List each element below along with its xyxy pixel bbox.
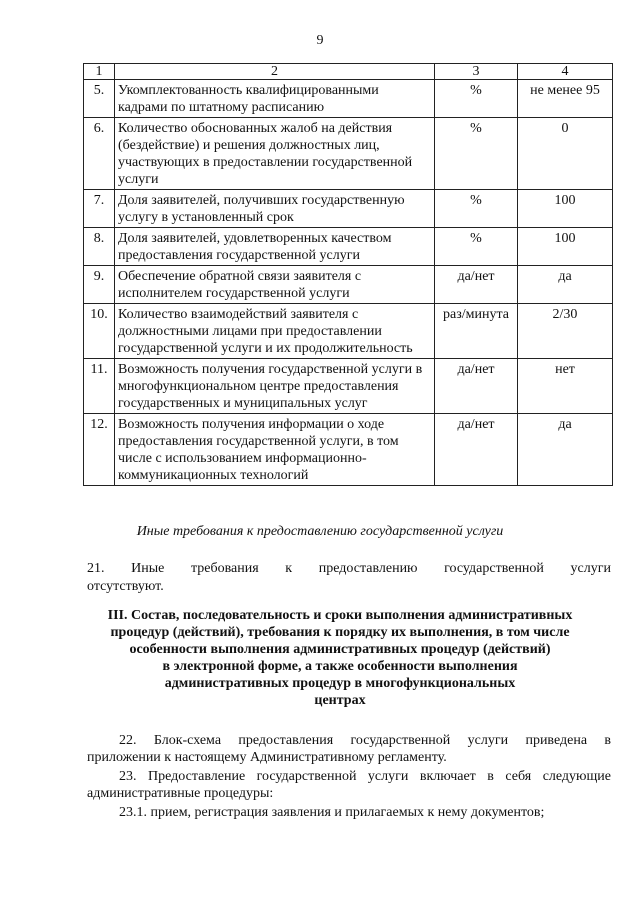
paragraph-22 [87, 732, 611, 766]
section-heading-line: III. Состав, последовательность и сроки выполнения административных [107, 608, 573, 623]
page-number: 9 [316, 33, 324, 48]
section-heading-line: административных процедур в многофункциональных [164, 676, 516, 691]
indicators-table [83, 63, 613, 486]
row-number: 7. [84, 190, 115, 228]
paragraph-21-line-2: отсутствуют. [87, 579, 164, 594]
table-row [84, 266, 613, 304]
indicator-value: 100 [518, 190, 613, 228]
row-number: 8. [84, 228, 115, 266]
indicator-value: да [518, 266, 613, 304]
paragraph-22-line-1: 22. Блок-схема предоставления государственной услуги приведена в [119, 733, 611, 748]
indicator-unit: % [435, 118, 518, 190]
table-header-row [84, 64, 613, 80]
table-row [84, 359, 613, 414]
indicator-name: Доля заявителей, удовлетворенных качеством предоставления государственной услуги [115, 228, 435, 266]
indicator-name: Количество обоснованных жалоб на действия (бездействие) и решения должностных лиц, участвующих в предоставлении государственной услуги [115, 118, 435, 190]
indicator-unit: да/нет [435, 414, 518, 486]
paragraph-23-1: 23.1. прием, регистрация заявления и прилагаемых к нему документов; [119, 805, 545, 820]
indicator-name: Укомплектованность квалифицированными кадрами по штатному расписанию [115, 80, 435, 118]
section-heading-line: особенности выполнения административных процедур (действий) [129, 642, 551, 657]
subheading-other-requirements: Иные требования к предоставлению государственной услуги [136, 524, 504, 539]
row-number: 6. [84, 118, 115, 190]
table-row [84, 80, 613, 118]
table-row [84, 190, 613, 228]
indicator-value: нет [518, 359, 613, 414]
row-number: 9. [84, 266, 115, 304]
indicator-unit: да/нет [435, 266, 518, 304]
indicator-name: Обеспечение обратной связи заявителя с исполнителем государственной услуги [115, 266, 435, 304]
indicator-value: 100 [518, 228, 613, 266]
table-row [84, 118, 613, 190]
indicator-unit: % [435, 190, 518, 228]
indicator-name: Возможность получения информации о ходе предоставления государственной услуги, в том числе с использованием информационно-коммуникационных технологий [115, 414, 435, 486]
indicator-unit: % [435, 80, 518, 118]
indicator-unit: да/нет [435, 359, 518, 414]
row-number: 5. [84, 80, 115, 118]
header-col-4: 4 [518, 64, 613, 80]
header-col-2: 2 [115, 64, 435, 80]
paragraph-23 [87, 768, 611, 802]
row-number: 10. [84, 304, 115, 359]
section-heading [60, 607, 620, 709]
indicator-value: 0 [518, 118, 613, 190]
table-row [84, 304, 613, 359]
paragraph-22-line-2: приложении к настоящему Административному регламенту. [87, 750, 447, 765]
paragraph-21-line-1: 21. Иные требования к предоставлению государственной услуги [87, 561, 611, 576]
paragraph-23-line-2: административные процедуры: [87, 786, 274, 801]
indicator-name: Возможность получения государственной услуги в многофункциональном центре предоставления государственных и муниципальных услуг [115, 359, 435, 414]
section-heading-line: процедур (действий), требования к порядку их выполнения, в том числе [110, 625, 570, 640]
header-col-1: 1 [84, 64, 115, 80]
indicator-value: 2/30 [518, 304, 613, 359]
section-heading-line: в электронной форме, а также особенности выполнения [162, 659, 518, 674]
indicator-name: Количество взаимодействий заявителя с должностными лицами при предоставлении государственной услуги и их продолжительность [115, 304, 435, 359]
row-number: 12. [84, 414, 115, 486]
header-col-3: 3 [435, 64, 518, 80]
table-row [84, 228, 613, 266]
indicator-value: не менее 95 [518, 80, 613, 118]
row-number: 11. [84, 359, 115, 414]
table-row [84, 414, 613, 486]
indicator-unit: раз/минута [435, 304, 518, 359]
indicator-value: да [518, 414, 613, 486]
indicator-unit: % [435, 228, 518, 266]
indicator-name: Доля заявителей, получивших государственную услугу в установленный срок [115, 190, 435, 228]
paragraph-23-line-1: 23. Предоставление государственной услуги включает в себя следующие [119, 769, 611, 784]
section-heading-line: центрах [314, 693, 366, 708]
